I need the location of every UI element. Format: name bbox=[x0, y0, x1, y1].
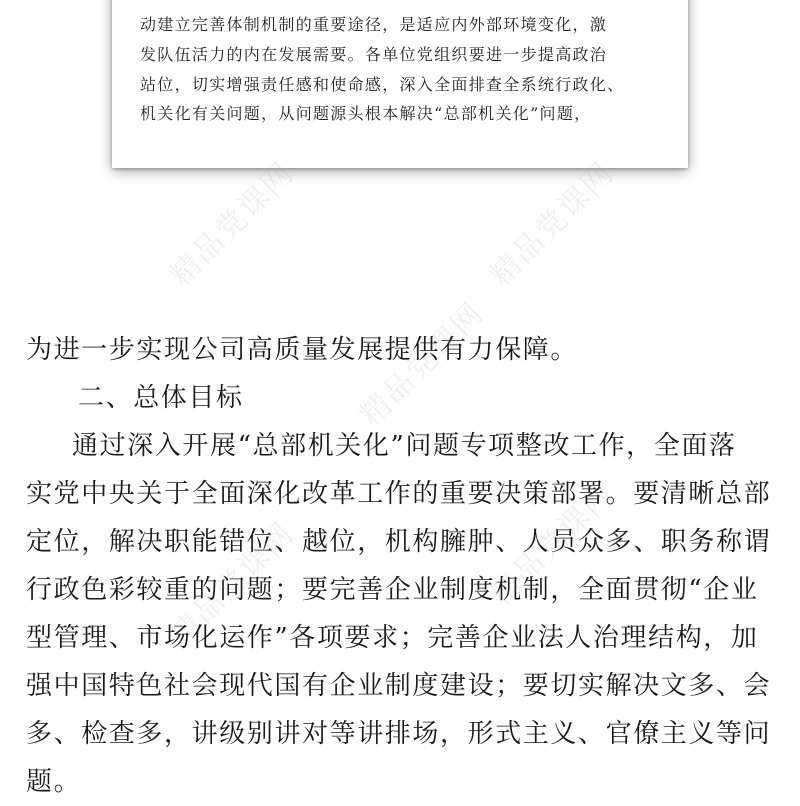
watermark: 精品党课网 bbox=[483, 155, 622, 294]
section-heading: 二、总体目标 bbox=[78, 383, 244, 413]
document-excerpt-card bbox=[112, 0, 688, 168]
watermark: 精品党课网 bbox=[483, 475, 622, 614]
paragraph-line: 多、检查多，讲级别讲对等讲排场，形式主义、官僚主义等问 bbox=[26, 719, 772, 749]
paragraph-line: 通过深入开展“总部机关化”问题专项整改工作，全面落 bbox=[72, 431, 737, 461]
paragraph-line: 实党中央关于全面深化改革工作的重要决策部署。要清晰总部 bbox=[26, 479, 772, 509]
watermark: 精品党课网 bbox=[163, 515, 302, 654]
paragraph-ending-line: 为进一步实现公司高质量发展提供有力保障。 bbox=[26, 335, 579, 365]
card-text bbox=[140, 0, 666, 129]
card-line: 发队伍活力的内在发展需要。各单位党组织要进一步提高政治 bbox=[140, 44, 608, 64]
card-line: 机关化有关问题，从问题源头根本解决“总部机关化”问题， bbox=[140, 104, 592, 124]
card-line: 动建立完善体制机制的重要途径，是适应内外部环境变化，激 bbox=[140, 15, 608, 34]
card-line: 站位，切实增强责任感和使命感，深入全面排查全系统行政化、 bbox=[140, 74, 625, 94]
watermark: 精品党课网 bbox=[353, 295, 492, 434]
paragraph-line: 题。 bbox=[26, 767, 82, 797]
watermark: 精品党课网 bbox=[163, 155, 302, 294]
paragraph-line: 型管理、市场化运作”各项要求；完善企业法人治理结构，加 bbox=[26, 623, 759, 653]
paragraph-line: 定位，解决职能错位、越位，机构臃肿、人员众多、职务称谓 bbox=[26, 527, 772, 557]
paragraph-line: 行政色彩较重的问题；要完善企业制度机制，全面贯彻“企业 bbox=[26, 575, 759, 605]
document-body bbox=[26, 326, 786, 806]
paragraph-line: 强中国特色社会现代国有企业制度建设；要切实解决文多、会 bbox=[26, 671, 772, 701]
